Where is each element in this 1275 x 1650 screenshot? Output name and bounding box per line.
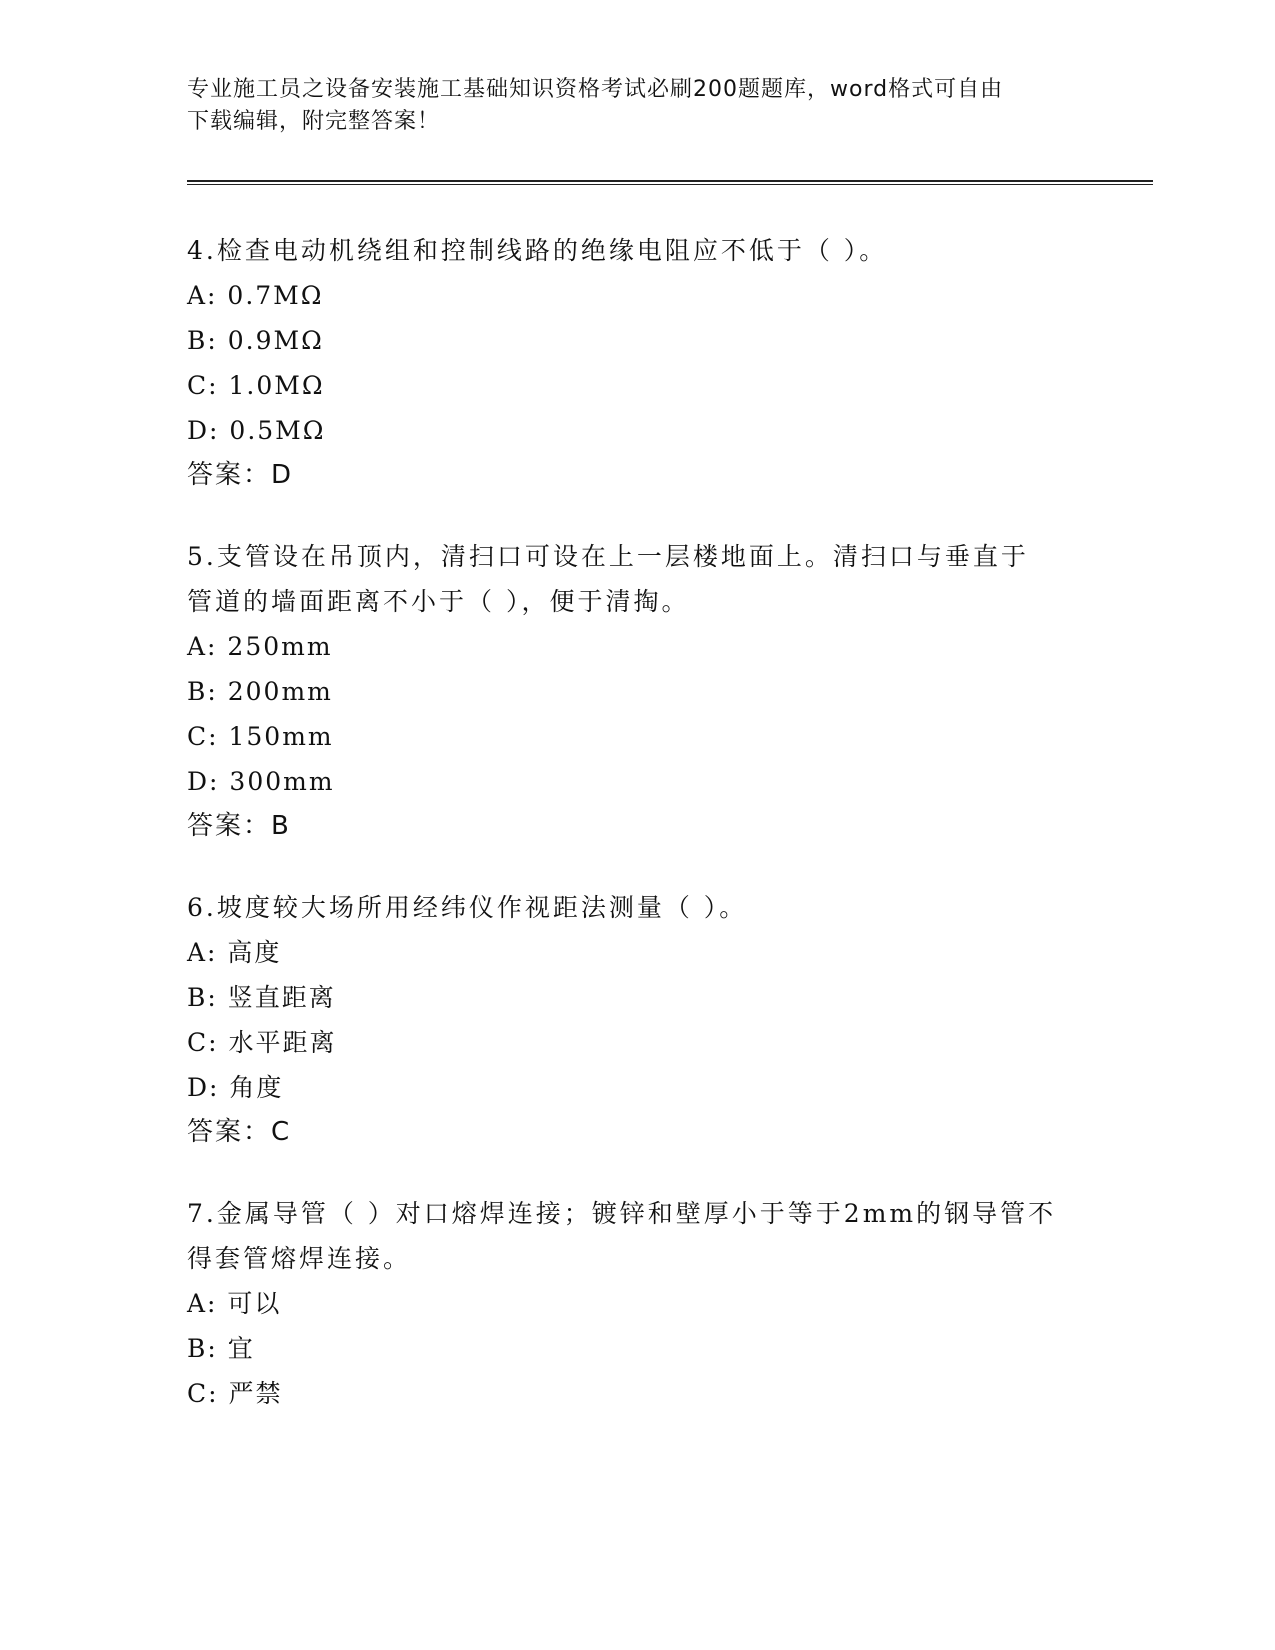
option-c: C: 150mm	[187, 722, 334, 751]
question-stem-line-2: 管道的墙面距离不小于（ ），便于清掏。	[187, 587, 690, 616]
header-title-line-1: 专业施工员之设备安装施工基础知识资格考试必刷200题题库，word格式可自由	[187, 77, 1004, 102]
question-6	[187, 885, 1087, 1155]
option-d: D: 角度	[187, 1073, 284, 1102]
document-header	[187, 74, 1067, 138]
header-divider-thick	[187, 180, 1153, 182]
option-a: A: 250mm	[187, 632, 333, 661]
answer: 答案：B	[187, 811, 291, 841]
option-c: C: 水平距离	[187, 1028, 337, 1057]
question-stem-line-1: 5.支管设在吊顶内，清扫口可设在上一层楼地面上。清扫口与垂直于	[187, 542, 1029, 571]
question-stem-line-2: 得套管熔焊连接。	[187, 1244, 412, 1273]
question-list	[187, 228, 1087, 1452]
question-stem: 6.坡度较大场所用经纬仪作视距法测量（ ）。	[187, 893, 748, 922]
option-b: B: 200mm	[187, 677, 333, 706]
question-stem: 4.检查电动机绕组和控制线路的绝缘电阻应不低于（ ）。	[187, 236, 888, 265]
option-c: C: 1.0MΩ	[187, 371, 325, 400]
option-a: A: 高度	[187, 938, 282, 967]
question-5	[187, 534, 1087, 849]
option-a: A: 可以	[187, 1289, 282, 1318]
question-7	[187, 1191, 1087, 1416]
option-d: D: 300mm	[187, 767, 335, 796]
answer: 答案：C	[187, 1117, 292, 1147]
question-4	[187, 228, 1087, 498]
option-d: D: 0.5MΩ	[187, 416, 326, 445]
question-stem-line-1: 7.金属导管（ ）对口熔焊连接；镀锌和壁厚小于等于2mm的钢导管不	[187, 1199, 1057, 1228]
header-title-line-2: 下载编辑，附完整答案！	[187, 109, 441, 134]
option-a: A: 0.7MΩ	[187, 281, 324, 310]
option-c: C: 严禁	[187, 1379, 283, 1408]
answer: 答案：D	[187, 460, 294, 490]
option-b: B: 宜	[187, 1334, 255, 1363]
option-b: B: 0.9MΩ	[187, 326, 324, 355]
header-divider-thin	[187, 184, 1153, 185]
option-b: B: 竖直距离	[187, 983, 336, 1012]
